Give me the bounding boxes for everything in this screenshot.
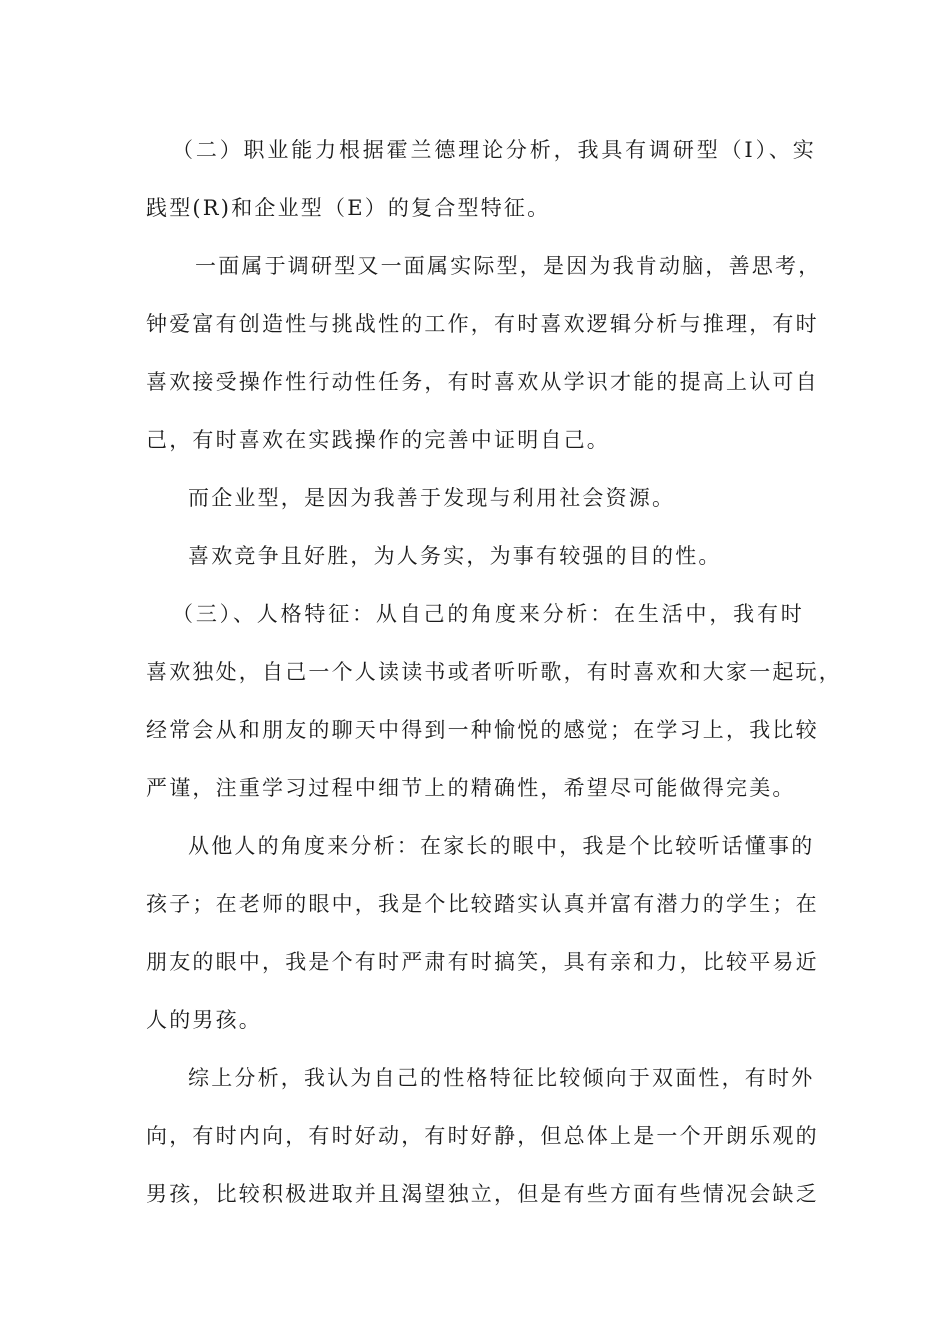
paragraph-1-line-1: （二）职业能力根据霍兰德理论分析，我具有调研型（I）、实 (172, 138, 816, 162)
paragraph-5-line-4: 严谨，注重学习过程中细节上的精确性，希望尽可能做得完美。 (146, 776, 796, 800)
paragraph-5-line-1: （三）、人格特征：从自己的角度来分析：在生活中，我有时 (172, 602, 804, 626)
paragraph-5-line-3: 经常会从和朋友的聊天中得到一种愉悦的感觉；在学习上，我比较 (146, 718, 819, 742)
paragraph-2-line-3: 喜欢接受操作性行动性任务，有时喜欢从学识才能的提高上认可自 (146, 370, 819, 394)
paragraph-7-line-3: 男孩，比较积极进取并且渴望独立，但是有些方面有些情况会缺乏 (146, 1182, 819, 1206)
paragraph-7-line-2: 向，有时内向，有时好动，有时好静，但总体上是一个开朗乐观的 (146, 1124, 819, 1148)
paragraph-4-line-1: 喜欢竞争且好胜，为人务实，为事有较强的目的性。 (188, 544, 722, 568)
paragraph-3-line-1: 而企业型，是因为我善于发现与利用社会资源。 (188, 486, 676, 510)
paragraph-6-line-2: 孩子；在老师的眼中，我是个比较踏实认真并富有潜力的学生；在 (146, 892, 819, 916)
paragraph-2-line-2: 钟爱富有创造性与挑战性的工作，有时喜欢逻辑分析与推理，有时 (146, 312, 819, 336)
paragraph-2-line-1: 一面属于调研型又一面属实际型，是因为我肯动脑，善思考， (195, 254, 822, 278)
paragraph-5-line-2: 喜欢独处，自己一个人读读书或者听听歌，有时喜欢和大家一起玩， (146, 660, 842, 684)
paragraph-7-line-1: 综上分析，我认为自己的性格特征比较倾向于双面性，有时外 (188, 1066, 815, 1090)
paragraph-6-line-1: 从他人的角度来分析：在家长的眼中，我是个比较听话懂事的 (188, 834, 815, 858)
paragraph-6-line-3: 朋友的眼中，我是个有时严肃有时搞笑，具有亲和力，比较平易近 (146, 950, 819, 974)
paragraph-2-line-4: 己，有时喜欢在实践操作的完善中证明自己。 (146, 428, 610, 452)
paragraph-6-line-4: 人的男孩。 (146, 1008, 262, 1032)
paragraph-1-line-2: 践型(R)和企业型（E）的复合型特征。 (146, 196, 551, 220)
